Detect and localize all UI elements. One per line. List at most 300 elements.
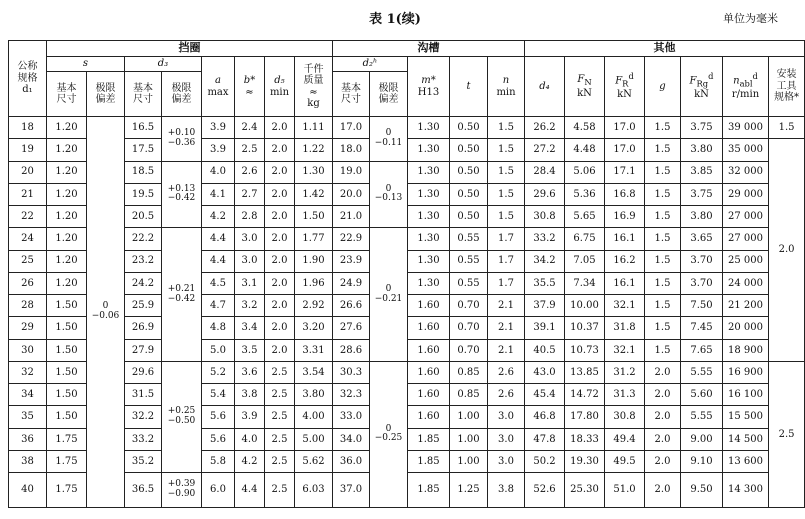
cell-nabl: 15 500: [723, 406, 769, 428]
cell-n: 1.7: [488, 250, 525, 272]
cell-s: 1.20: [47, 206, 87, 228]
col-d2-dev: 极限 偏差: [370, 72, 408, 117]
col-d2: d₂ʰ: [333, 57, 408, 72]
cell-d4: 47.8: [525, 428, 565, 450]
cell-nabl: 25 000: [723, 250, 769, 272]
col-nabl: $n_{abl}^d$ r/min: [723, 57, 769, 117]
cell-g: 2.0: [645, 450, 681, 472]
cell-mass: 1.90: [295, 250, 333, 272]
col-s-basic: 基本 尺寸: [47, 72, 87, 117]
cell-d5: 2.0: [265, 250, 295, 272]
cell-fn: 14.72: [565, 384, 605, 406]
cell-s: 1.20: [47, 139, 87, 161]
cell-b: 3.0: [235, 228, 265, 250]
cell-nabl: 39 000: [723, 117, 769, 139]
cell-fr: 32.1: [605, 295, 645, 317]
cell-fr: 17.1: [605, 161, 645, 183]
cell-d5: 2.5: [265, 450, 295, 472]
cell-d4: 40.5: [525, 339, 565, 361]
table-row: [9, 228, 805, 250]
cell-g: 2.0: [645, 384, 681, 406]
cell-d5: 2.0: [265, 228, 295, 250]
cell-d3: 18.5: [125, 161, 162, 183]
cell-fr: 49.5: [605, 450, 645, 472]
cell-b: 3.6: [235, 361, 265, 383]
cell-fr: 30.8: [605, 406, 645, 428]
cell-d2: 28.6: [333, 339, 370, 361]
col-fr: $F_R^d$ kN: [605, 57, 645, 117]
cell-d1: 38: [9, 450, 47, 472]
cell-t: 1.25: [450, 473, 488, 508]
cell-m: 1.30: [408, 206, 450, 228]
col-s-dev: 极限 偏差: [87, 72, 125, 117]
cell-a: 5.0: [202, 339, 235, 361]
cell-mass: 2.92: [295, 295, 333, 317]
cell-fr: 16.2: [605, 250, 645, 272]
table-row: [9, 206, 805, 228]
cell-d3-tolerance: +0.21 −0.42: [162, 228, 202, 362]
cell-d2: 33.0: [333, 406, 370, 428]
cell-n: 3.0: [488, 450, 525, 472]
cell-nabl: 21 200: [723, 295, 769, 317]
cell-nabl: 14 300: [723, 473, 769, 508]
cell-d2: 37.0: [333, 473, 370, 508]
cell-m: 1.30: [408, 139, 450, 161]
cell-mass: 3.54: [295, 361, 333, 383]
cell-tool-size: 1.5: [769, 117, 805, 139]
cell-d2: 17.0: [333, 117, 370, 139]
col-b: b* ≈: [235, 57, 265, 117]
cell-d5: 2.0: [265, 206, 295, 228]
cell-d5: 2.0: [265, 339, 295, 361]
cell-t: 0.50: [450, 161, 488, 183]
group-groove: 沟槽: [333, 41, 525, 57]
cell-g: 2.0: [645, 361, 681, 383]
cell-s: 1.50: [47, 384, 87, 406]
cell-d2: 21.0: [333, 206, 370, 228]
cell-b: 3.0: [235, 250, 265, 272]
col-a: a max: [202, 57, 235, 117]
cell-m: 1.60: [408, 406, 450, 428]
cell-a: 4.8: [202, 317, 235, 339]
cell-mass: 3.31: [295, 339, 333, 361]
cell-nabl: 16 100: [723, 384, 769, 406]
cell-s: 1.20: [47, 183, 87, 205]
cell-b: 4.0: [235, 428, 265, 450]
cell-d5: 2.0: [265, 272, 295, 294]
cell-d2: 18.0: [333, 139, 370, 161]
cell-m: 1.60: [408, 317, 450, 339]
cell-d3: 33.2: [125, 428, 162, 450]
col-fn: $F_N$ kN: [565, 57, 605, 117]
cell-a: 4.4: [202, 228, 235, 250]
cell-b: 2.8: [235, 206, 265, 228]
cell-a: 4.4: [202, 250, 235, 272]
cell-g: 1.5: [645, 206, 681, 228]
cell-t: 0.70: [450, 317, 488, 339]
cell-fn: 25.30: [565, 473, 605, 508]
cell-b: 4.4: [235, 473, 265, 508]
cell-m: 1.30: [408, 250, 450, 272]
cell-a: 4.0: [202, 161, 235, 183]
table-row: [9, 428, 805, 450]
cell-mass: 1.50: [295, 206, 333, 228]
cell-d3: 22.2: [125, 228, 162, 250]
group-other: 其他: [525, 41, 805, 57]
cell-g: 1.5: [645, 339, 681, 361]
cell-nabl: 16 900: [723, 361, 769, 383]
cell-a: 4.1: [202, 183, 235, 205]
cell-frg: 3.80: [681, 206, 723, 228]
cell-d3: 23.2: [125, 250, 162, 272]
cell-s: 1.75: [47, 450, 87, 472]
cell-d2: 32.3: [333, 384, 370, 406]
cell-t: 0.50: [450, 117, 488, 139]
unit-note: 单位为毫米: [723, 12, 778, 25]
cell-d1: 18: [9, 117, 47, 139]
table-row: [9, 295, 805, 317]
cell-b: 3.8: [235, 384, 265, 406]
table-row: [9, 139, 805, 161]
cell-m: 1.30: [408, 228, 450, 250]
cell-g: 1.5: [645, 183, 681, 205]
table-row: [9, 406, 805, 428]
cell-fn: 4.58: [565, 117, 605, 139]
cell-d5: 2.0: [265, 161, 295, 183]
cell-s: 1.20: [47, 272, 87, 294]
cell-d2: 24.9: [333, 272, 370, 294]
cell-t: 0.70: [450, 339, 488, 361]
cell-a: 5.6: [202, 428, 235, 450]
cell-n: 3.0: [488, 428, 525, 450]
cell-d2: 27.6: [333, 317, 370, 339]
cell-fr: 31.2: [605, 361, 645, 383]
cell-d5: 2.5: [265, 406, 295, 428]
cell-d4: 52.6: [525, 473, 565, 508]
cell-m: 1.30: [408, 117, 450, 139]
cell-mass: 1.22: [295, 139, 333, 161]
cell-fr: 16.9: [605, 206, 645, 228]
cell-d1: 25: [9, 250, 47, 272]
cell-a: 5.8: [202, 450, 235, 472]
cell-m: 1.85: [408, 473, 450, 508]
cell-b: 2.5: [235, 139, 265, 161]
cell-t: 0.50: [450, 206, 488, 228]
cell-d5: 2.5: [265, 473, 295, 508]
cell-d4: 33.2: [525, 228, 565, 250]
cell-d5: 2.0: [265, 295, 295, 317]
cell-t: 0.55: [450, 272, 488, 294]
cell-g: 1.5: [645, 250, 681, 272]
cell-g: 1.5: [645, 317, 681, 339]
cell-d4: 35.5: [525, 272, 565, 294]
cell-fr: 49.4: [605, 428, 645, 450]
cell-mass: 3.20: [295, 317, 333, 339]
table-row: [9, 317, 805, 339]
cell-fn: 10.37: [565, 317, 605, 339]
cell-fr: 31.8: [605, 317, 645, 339]
cell-s: 1.50: [47, 406, 87, 428]
cell-g: 1.5: [645, 295, 681, 317]
col-d3: d₃: [125, 57, 202, 72]
cell-a: 6.0: [202, 473, 235, 508]
cell-mass: 4.00: [295, 406, 333, 428]
cell-d4: 46.8: [525, 406, 565, 428]
cell-s: 1.50: [47, 339, 87, 361]
cell-fn: 7.05: [565, 250, 605, 272]
cell-d2: 23.9: [333, 250, 370, 272]
cell-d1: 40: [9, 473, 47, 508]
col-frg: $F_{Rg}^d$ kN: [681, 57, 723, 117]
cell-tool-size: 2.0: [769, 139, 805, 362]
cell-frg: 9.50: [681, 473, 723, 508]
cell-d2: 30.3: [333, 361, 370, 383]
cell-g: 1.5: [645, 117, 681, 139]
cell-d4: 28.4: [525, 161, 565, 183]
cell-frg: 3.85: [681, 161, 723, 183]
cell-mass: 1.42: [295, 183, 333, 205]
cell-d5: 2.5: [265, 428, 295, 450]
col-tool: 安装 工具 规格*: [769, 57, 805, 117]
cell-frg: 7.45: [681, 317, 723, 339]
cell-frg: 5.60: [681, 384, 723, 406]
cell-frg: 3.75: [681, 183, 723, 205]
cell-d2: 22.9: [333, 228, 370, 250]
cell-s: 1.75: [47, 428, 87, 450]
cell-mass: 1.11: [295, 117, 333, 139]
cell-s: 1.50: [47, 295, 87, 317]
cell-frg: 3.65: [681, 228, 723, 250]
cell-t: 0.55: [450, 250, 488, 272]
cell-a: 4.2: [202, 206, 235, 228]
table-row: [9, 250, 805, 272]
cell-n: 2.1: [488, 339, 525, 361]
cell-t: 1.00: [450, 450, 488, 472]
cell-mass: 5.00: [295, 428, 333, 450]
cell-s: 1.50: [47, 317, 87, 339]
cell-t: 0.55: [450, 228, 488, 250]
cell-frg: 7.50: [681, 295, 723, 317]
cell-s: 1.20: [47, 228, 87, 250]
col-n: n min: [488, 57, 525, 117]
cell-d4: 50.2: [525, 450, 565, 472]
cell-fr: 16.8: [605, 183, 645, 205]
col-s: s: [47, 57, 125, 72]
cell-frg: 3.80: [681, 139, 723, 161]
cell-t: 1.00: [450, 428, 488, 450]
cell-m: 1.30: [408, 161, 450, 183]
cell-fn: 13.85: [565, 361, 605, 383]
cell-fn: 10.00: [565, 295, 605, 317]
table-row: [9, 450, 805, 472]
table-row: [9, 473, 805, 508]
cell-d4: 39.1: [525, 317, 565, 339]
cell-d1: 20: [9, 161, 47, 183]
cell-d1: 35: [9, 406, 47, 428]
cell-d3: 27.9: [125, 339, 162, 361]
cell-fr: 51.0: [605, 473, 645, 508]
cell-d1: 26: [9, 272, 47, 294]
cell-b: 3.9: [235, 406, 265, 428]
cell-d3: 20.5: [125, 206, 162, 228]
cell-frg: 7.65: [681, 339, 723, 361]
cell-d2-tolerance: 0 −0.13: [370, 161, 408, 228]
cell-s-tolerance: 0 −0.06: [87, 117, 125, 508]
cell-fn: 5.36: [565, 183, 605, 205]
cell-s: 1.20: [47, 250, 87, 272]
cell-frg: 5.55: [681, 361, 723, 383]
cell-b: 2.4: [235, 117, 265, 139]
cell-fr: 16.1: [605, 228, 645, 250]
cell-fn: 7.34: [565, 272, 605, 294]
cell-nabl: 13 600: [723, 450, 769, 472]
cell-m: 1.60: [408, 339, 450, 361]
cell-g: 1.5: [645, 161, 681, 183]
col-d5: d₅ min: [265, 57, 295, 117]
cell-d2-tolerance: 0 −0.25: [370, 361, 408, 507]
cell-n: 1.5: [488, 161, 525, 183]
cell-d2-tolerance: 0 −0.11: [370, 117, 408, 162]
cell-fn: 17.80: [565, 406, 605, 428]
cell-n: 1.5: [488, 206, 525, 228]
col-d3-dev: 极限 偏差: [162, 72, 202, 117]
cell-mass: 5.62: [295, 450, 333, 472]
cell-mass: 1.30: [295, 161, 333, 183]
cell-d3-tolerance: +0.25 −0.50: [162, 361, 202, 472]
col-g: g: [645, 57, 681, 117]
cell-d4: 43.0: [525, 361, 565, 383]
cell-d4: 34.2: [525, 250, 565, 272]
table-caption: 表 1(续): [369, 12, 421, 27]
cell-d2: 20.0: [333, 183, 370, 205]
cell-d3: 35.2: [125, 450, 162, 472]
cell-nabl: 27 000: [723, 206, 769, 228]
cell-d1: 24: [9, 228, 47, 250]
cell-d1: 30: [9, 339, 47, 361]
cell-mass: 1.96: [295, 272, 333, 294]
cell-frg: 3.70: [681, 250, 723, 272]
cell-a: 4.7: [202, 295, 235, 317]
cell-d4: 30.8: [525, 206, 565, 228]
cell-frg: 9.00: [681, 428, 723, 450]
cell-fn: 5.06: [565, 161, 605, 183]
cell-t: 1.00: [450, 406, 488, 428]
cell-nabl: 35 000: [723, 139, 769, 161]
cell-d3: 24.2: [125, 272, 162, 294]
cell-d2: 34.0: [333, 428, 370, 450]
cell-d2: 36.0: [333, 450, 370, 472]
cell-d1: 22: [9, 206, 47, 228]
cell-s: 1.75: [47, 473, 87, 508]
cell-d4: 26.2: [525, 117, 565, 139]
cell-frg: 9.10: [681, 450, 723, 472]
cell-a: 3.9: [202, 117, 235, 139]
cell-d1: 34: [9, 384, 47, 406]
cell-fn: 5.65: [565, 206, 605, 228]
cell-m: 1.60: [408, 295, 450, 317]
cell-m: 1.30: [408, 183, 450, 205]
cell-a: 3.9: [202, 139, 235, 161]
cell-d3: 19.5: [125, 183, 162, 205]
cell-nabl: 14 500: [723, 428, 769, 450]
cell-d1: 19: [9, 139, 47, 161]
cell-d2: 26.6: [333, 295, 370, 317]
cell-nabl: 18 900: [723, 339, 769, 361]
cell-d3: 26.9: [125, 317, 162, 339]
cell-fn: 4.48: [565, 139, 605, 161]
cell-n: 2.6: [488, 361, 525, 383]
cell-d1: 21: [9, 183, 47, 205]
cell-frg: 5.55: [681, 406, 723, 428]
cell-s: 1.20: [47, 161, 87, 183]
cell-d3-tolerance: +0.13 −0.42: [162, 161, 202, 228]
cell-d1: 32: [9, 361, 47, 383]
cell-b: 2.6: [235, 161, 265, 183]
table-row: [9, 272, 805, 294]
cell-fr: 17.0: [605, 139, 645, 161]
cell-d3: 36.5: [125, 473, 162, 508]
cell-d5: 2.0: [265, 117, 295, 139]
cell-n: 1.7: [488, 228, 525, 250]
cell-d5: 2.5: [265, 361, 295, 383]
cell-fn: 6.75: [565, 228, 605, 250]
cell-fr: 17.0: [605, 117, 645, 139]
cell-nabl: 27 000: [723, 228, 769, 250]
cell-m: 1.60: [408, 384, 450, 406]
cell-d3: 16.5: [125, 117, 162, 139]
table-row: [9, 384, 805, 406]
cell-fr: 32.1: [605, 339, 645, 361]
col-spec: 公称 规格 d₁: [9, 41, 47, 117]
cell-m: 1.85: [408, 450, 450, 472]
cell-b: 2.7: [235, 183, 265, 205]
cell-d4: 27.2: [525, 139, 565, 161]
cell-n: 3.0: [488, 406, 525, 428]
cell-fn: 19.30: [565, 450, 605, 472]
cell-b: 3.4: [235, 317, 265, 339]
cell-nabl: 29 000: [723, 183, 769, 205]
cell-g: 2.0: [645, 428, 681, 450]
cell-s: 1.20: [47, 117, 87, 139]
cell-tool-size: 2.5: [769, 361, 805, 507]
cell-t: 0.70: [450, 295, 488, 317]
cell-b: 3.2: [235, 295, 265, 317]
cell-d2-tolerance: 0 −0.21: [370, 228, 408, 362]
cell-d1: 29: [9, 317, 47, 339]
cell-t: 0.50: [450, 139, 488, 161]
cell-n: 2.1: [488, 295, 525, 317]
cell-mass: 6.03: [295, 473, 333, 508]
cell-m: 1.85: [408, 428, 450, 450]
col-t: t: [450, 57, 488, 117]
cell-d1: 28: [9, 295, 47, 317]
cell-fr: 16.1: [605, 272, 645, 294]
cell-g: 1.5: [645, 139, 681, 161]
cell-n: 1.7: [488, 272, 525, 294]
cell-g: 2.0: [645, 473, 681, 508]
table-row: [9, 361, 805, 383]
cell-d3: 32.2: [125, 406, 162, 428]
cell-a: 5.4: [202, 384, 235, 406]
cell-b: 4.2: [235, 450, 265, 472]
cell-a: 5.6: [202, 406, 235, 428]
cell-d1: 36: [9, 428, 47, 450]
cell-d5: 2.0: [265, 183, 295, 205]
table-body: [9, 117, 805, 508]
cell-m: 1.30: [408, 272, 450, 294]
cell-d3: 31.5: [125, 384, 162, 406]
col-d3-basic: 基本 尺寸: [125, 72, 162, 117]
